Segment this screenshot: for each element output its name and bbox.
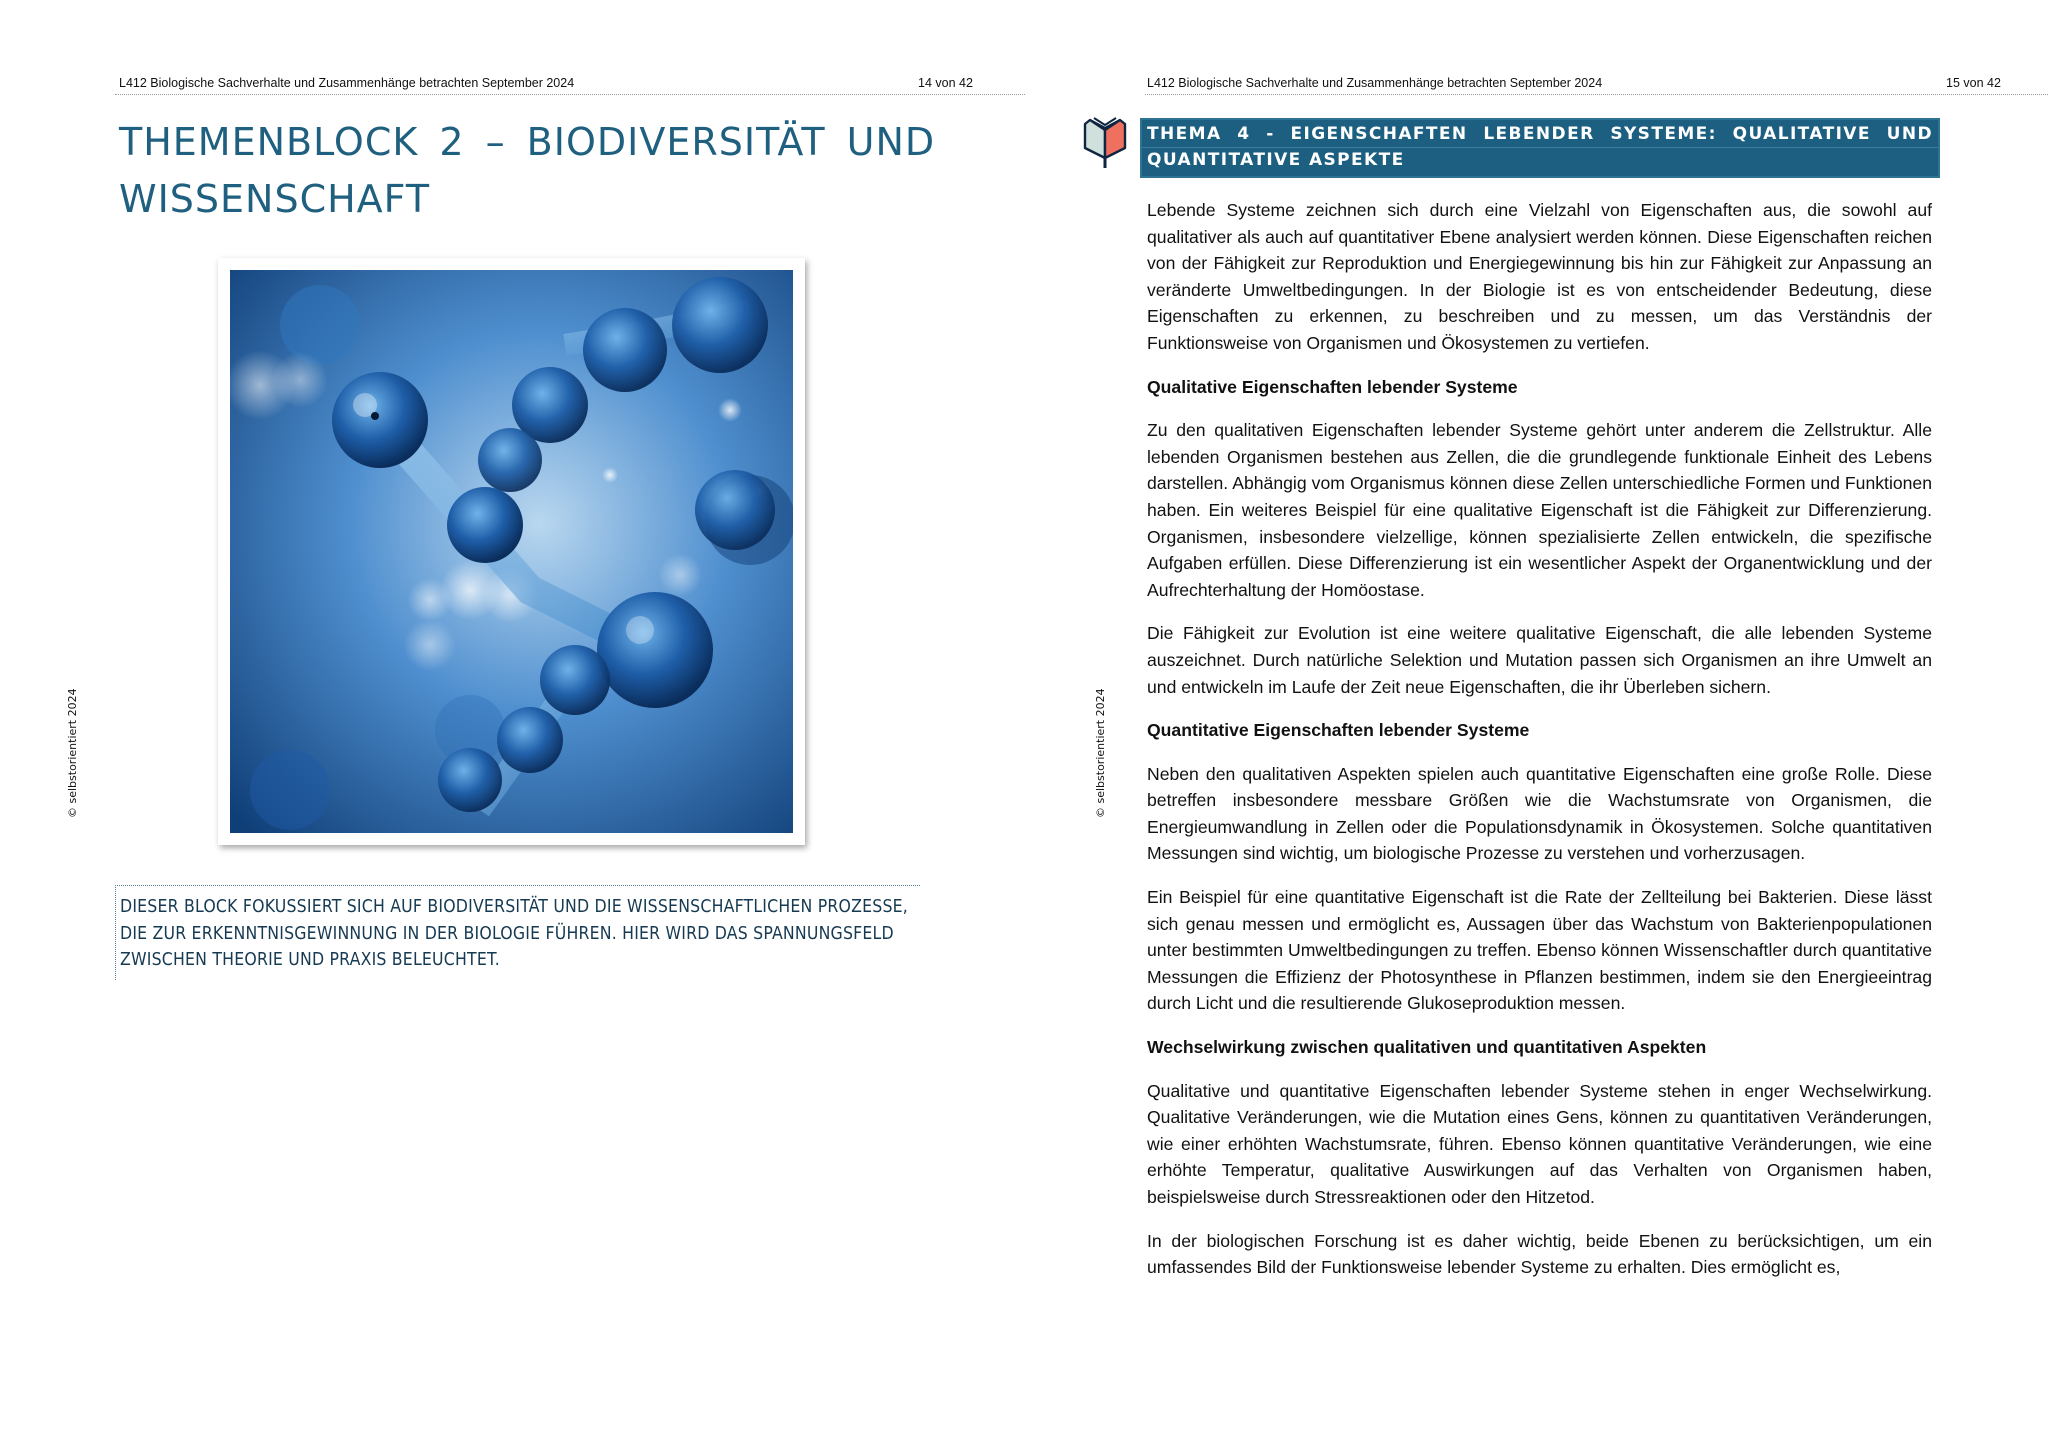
topic-word: 4	[1237, 124, 1251, 144]
heading-divider	[1142, 147, 1938, 148]
topic-word: EIGENSCHAFTEN	[1290, 124, 1468, 144]
paragraph: Qualitative und quantitative Eigenschaften lebender Systeme stehen in enger Wechselwirkung. Qualitative Veränderungen, wie die Mutation eines Gens, können zu quantitativen Veränderungen, wie einer erhöhten Wachstumsrate, führen. Ebenso können quantitative Veränderungen, wie eine erhöhte Temperatur, qualitative Auswirkungen auf das Verhalten von Organismen haben, beispielsweise durch Stressreaktionen oder den Hitzetod.	[1147, 1080, 1932, 1207]
topic-word: QUALITATIVE	[1732, 124, 1871, 144]
running-header-title: L412 Biologische Sachverhalte und Zusammenhänge betrachten September 2024	[119, 76, 575, 90]
section-heading: Wechselwirkung zwischen qualitativen und quantitativen Aspekten	[1147, 1037, 1707, 1058]
block-description: DIESER BLOCK FOKUSSIERT SICH AUF BIODIVERSITÄT UND DIE WISSENSCHAFTLICHEN PROZESSE, DIE ZUR ERKENNTNISGEWINNUNG IN DER BIOLOGIE FÜHREN. HIER WIRD DAS SPANNUNGSFELD ZWISCHEN THEORIE UND PRAXIS BELEUCHTET.	[115, 885, 920, 980]
body-text	[1147, 197, 1932, 1298]
molecule-image	[218, 258, 805, 845]
header-divider	[1145, 94, 2048, 95]
section-heading: Qualitative Eigenschaften lebender Systeme	[1147, 376, 1518, 397]
page-number: 14 von 42	[918, 76, 973, 90]
open-book-icon	[1080, 114, 1130, 168]
page-title-line-2: WISSENSCHAFT	[119, 177, 431, 221]
paragraph: Ein Beispiel für eine quantitative Eigenschaft ist die Rate der Zellteilung bei Bakterien. Diese lässt sich genau messen und ermöglicht es, Aussagen über das Wachstum von Bakterienpopulationen unter bestimmten Umweltbedingungen zu treffen. Ebenso können Wissenschaftler durch quantitative Messungen die Effizienz der Photosynthese in Pflanzen bestimmen, indem sie den Energieeintrag durch Licht und die resultierende Glukoseproduktion messen.	[1147, 887, 1932, 1014]
topic-word: UND	[1886, 124, 1933, 144]
topic-word: THEMA	[1147, 124, 1222, 144]
topic-word: LEBENDER	[1483, 124, 1595, 144]
paragraph: Neben den qualitativen Aspekten spielen auch quantitative Eigenschaften eine große Rolle. Diese betreffen insbesondere messbare Größen wie die Wachstumsrate von Organismen, die Energieumwandlung in Zellen oder die Populationsdynamik in Ökosystemen. Solche quantitativen Messungen sind wichtig, um biologische Prozesse zu verstehen und vorherzusagen.	[1147, 763, 1932, 864]
paragraph: Zu den qualitativen Eigenschaften lebender Systeme gehört unter anderem die Zellstruktur. Alle lebenden Organismen bestehen aus Zellen, die die grundlegende funktionale Einheit des Lebens darstellen. Abhängig vom Organismus können diese Zellen unterschiedliche Formen und Funktionen haben. Ein weiteres Beispiel für eine qualitative Eigenschaft ist die Fähigkeit zur Differenzierung. Organismen, insbesondere vielzellige, können spezialisierte Zellen entwickeln, die spezifische Aufgaben erfüllen. Diese Differenzierung ist ein wesentlicher Aspekt der Organentwicklung und der Aufrechterhaltung der Homöostase.	[1147, 420, 1932, 600]
copyright-note: © selbstorientiert 2024	[1094, 688, 1107, 818]
running-header-title: L412 Biologische Sachverhalte und Zusammenhänge betrachten September 2024	[1147, 76, 1603, 90]
topic-word: -	[1266, 124, 1275, 144]
molecule-illustration	[230, 270, 793, 833]
topic-heading-line-1	[1147, 124, 1933, 144]
section-heading: Quantitative Eigenschaften lebender Systeme	[1147, 720, 1530, 741]
header-divider	[115, 94, 1025, 95]
topic-word: SYSTEME:	[1610, 124, 1717, 144]
topic-heading-line-2: QUANTITATIVE ASPEKTE	[1147, 150, 1405, 170]
paragraph: Die Fähigkeit zur Evolution ist eine weitere qualitative Eigenschaft, die alle lebenden Systeme auszeichnet. Durch natürliche Selektion und Mutation passen sich Organismen an ihre Umwelt an und entwickeln im Laufe der Zeit neue Eigenschaften, die ihr Überleben sichern.	[1147, 623, 1932, 697]
paragraph: Lebende Systeme zeichnen sich durch eine Vielzahl von Eigenschaften aus, die sowohl auf qualitativer als auch auf quantitativer Ebene analysiert werden können. Diese Eigenschaften reichen von der Fähigkeit zur Reproduktion und Energiegewinnung bis hin zur Fähigkeit zur Anpassung an veränderte Umweltbedingungen. In der Biologie ist es von entscheidender Bedeutung, diese Eigenschaften zu erkennen, zu beschreiben und zu messen, um das Verständnis der Funktionsweise von Organismen und Ökosystemen zu vertiefen.	[1147, 200, 1932, 353]
copyright-note: © selbstorientiert 2024	[66, 688, 79, 818]
paragraph: In der biologischen Forschung ist es daher wichtig, beide Ebenen zu berücksichtigen, um ein umfassendes Bild der Funktionsweise lebender Systeme zu erhalten. Dies ermöglicht es,	[1147, 1230, 1932, 1278]
topic-heading	[1140, 118, 1940, 178]
page-number: 15 von 42	[1946, 76, 2001, 90]
page-title	[119, 114, 939, 228]
page-title-line-1: THEMENBLOCK 2 – BIODIVERSITÄT UND	[119, 120, 936, 164]
